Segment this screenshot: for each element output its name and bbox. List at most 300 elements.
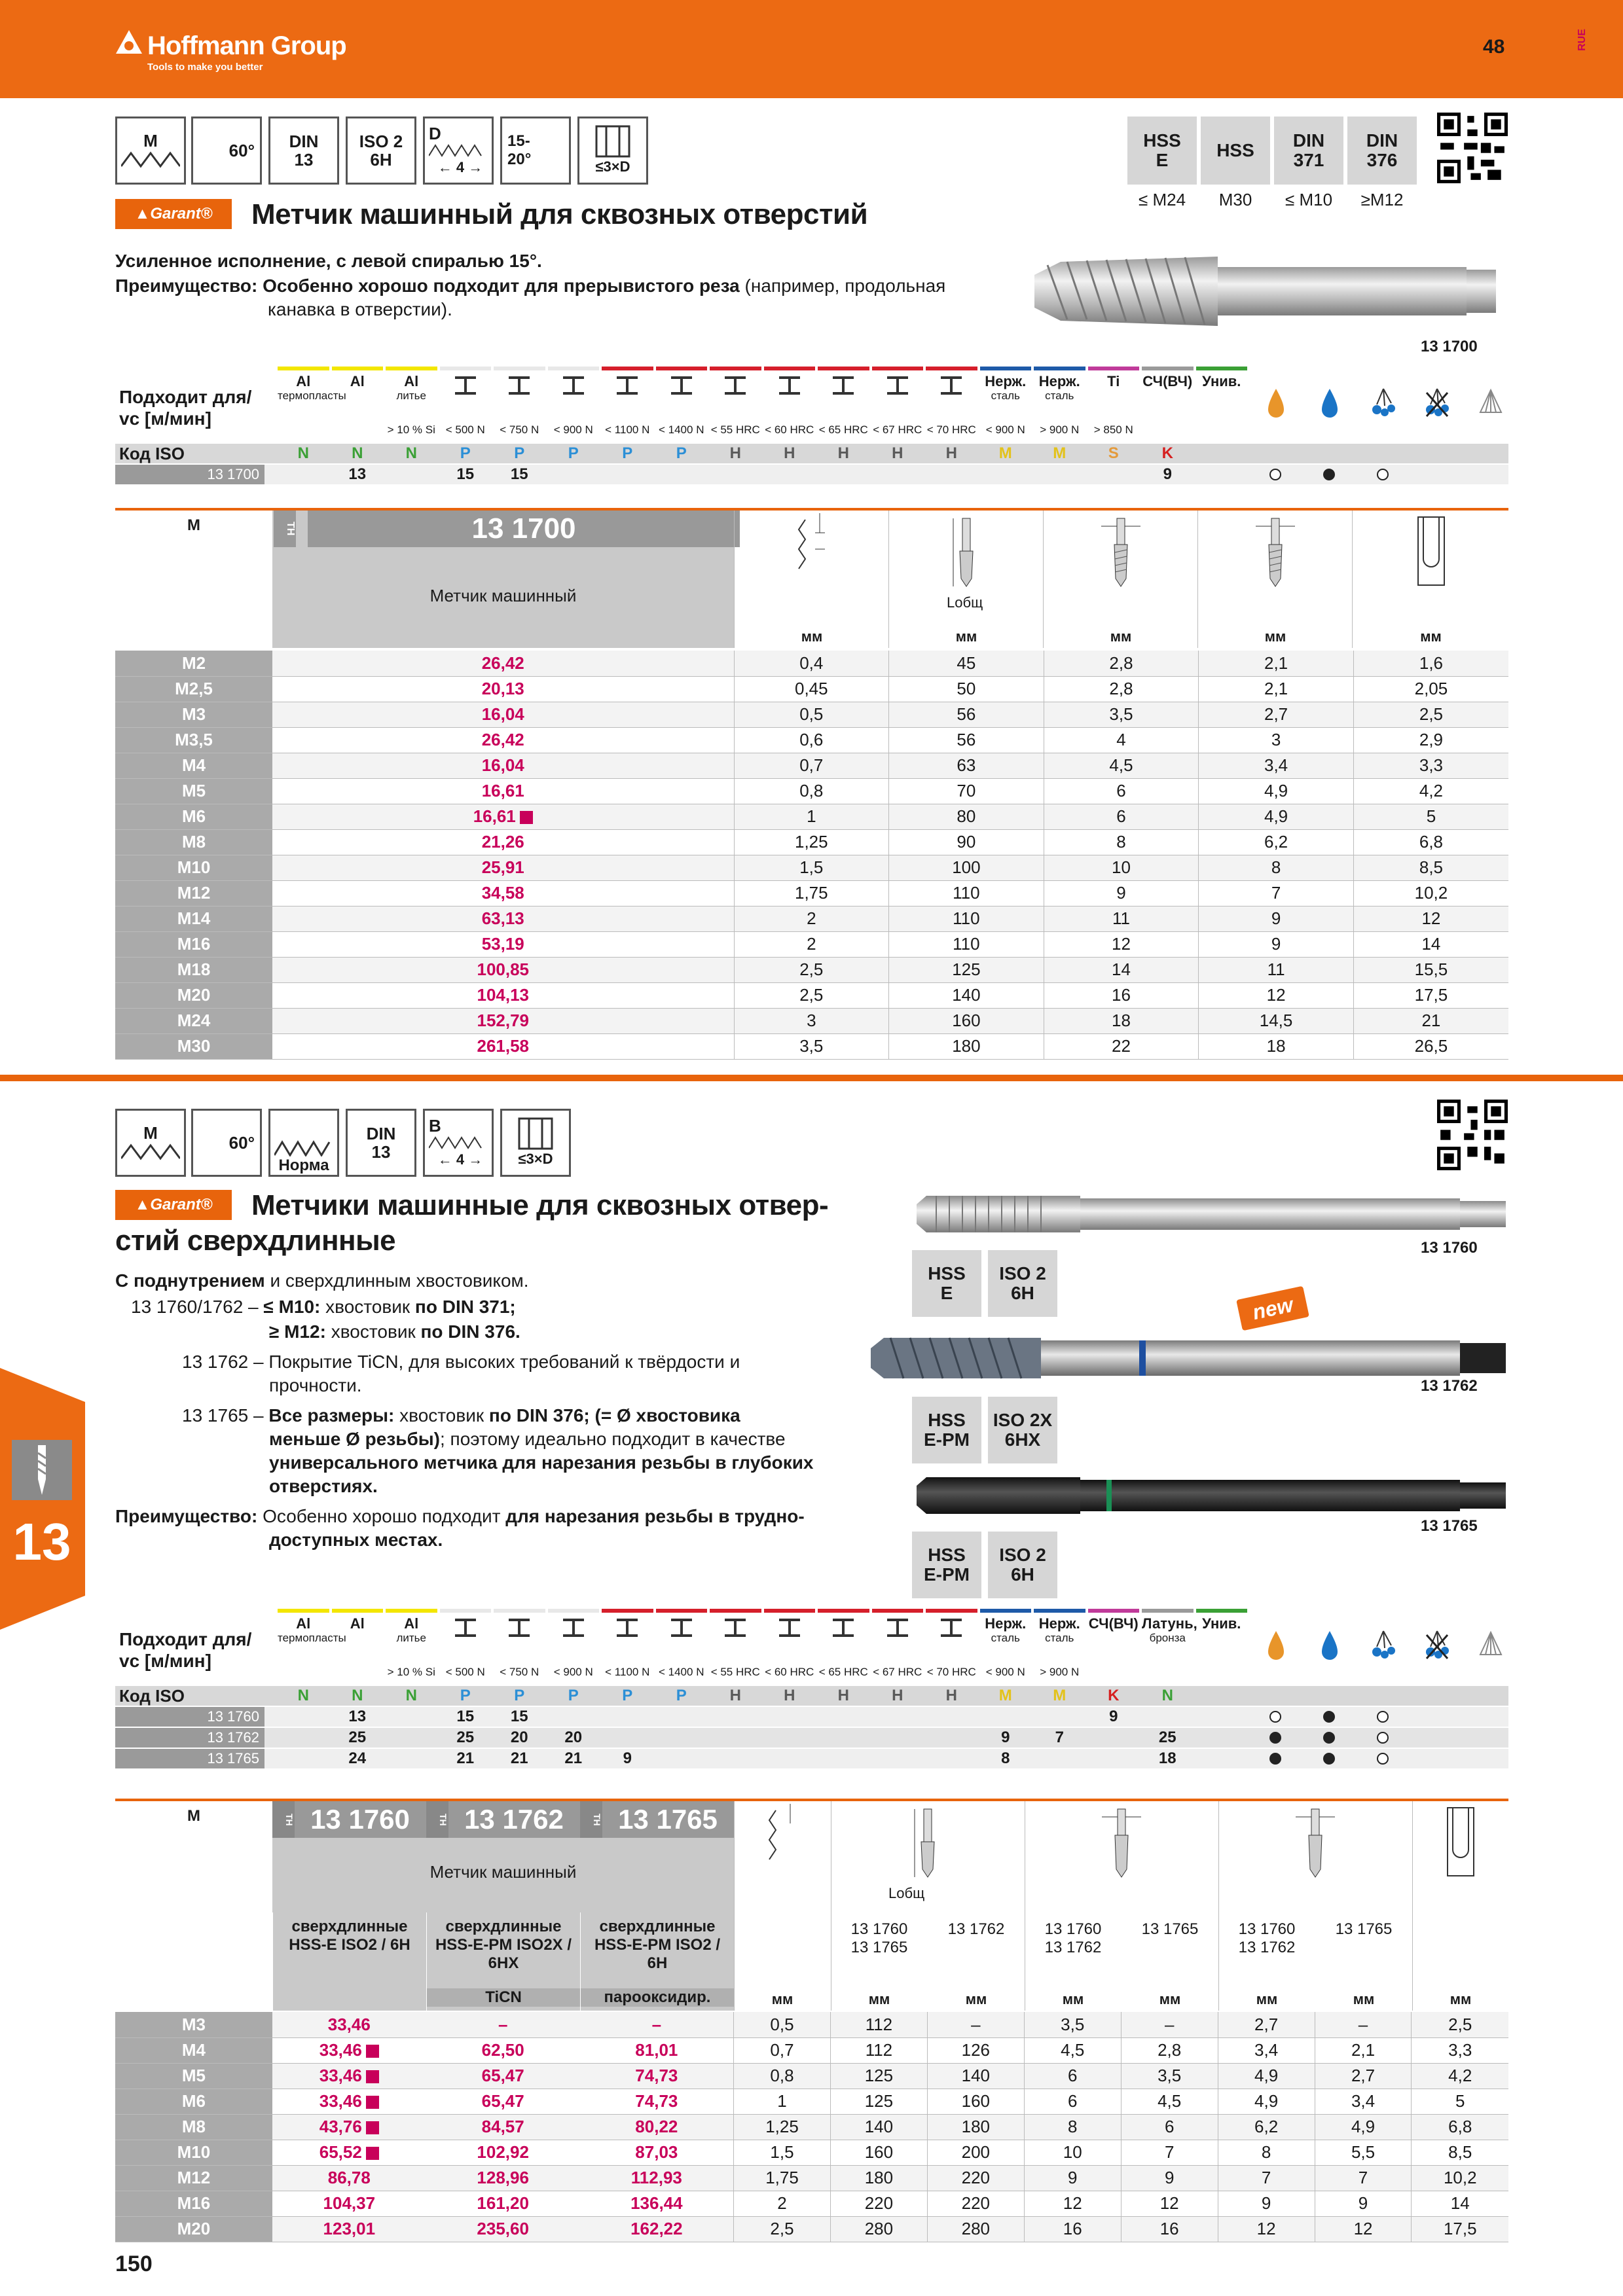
tap-tool-image-131765 (910, 1469, 1512, 1522)
grade-label: ≥M12 (1360, 190, 1404, 209)
material-strength: < 1100 N (605, 423, 650, 436)
dimension-cell: 1,5 (734, 2140, 831, 2165)
table-row (115, 753, 1508, 778)
iso-code: P (460, 1687, 471, 1704)
material-strength: < 750 N (500, 423, 539, 436)
steel-profile-icon (938, 1618, 964, 1638)
cutting-speed: 21 (510, 1749, 528, 1767)
dimension-cell: 1,75 (734, 880, 889, 906)
iso-code: H (784, 444, 795, 462)
material-strength: < 750 N (500, 1666, 539, 1678)
material-column-header (1142, 374, 1194, 440)
chamfer-b-icon: B ← 4 → (423, 1109, 494, 1177)
dimension-cell: 160 (830, 2140, 927, 2165)
metric-thread-icon: M (115, 117, 186, 185)
dimension-cell: 140 (927, 2063, 1024, 2089)
price-cell: 136,44 (580, 2191, 734, 2216)
dimension-cell: 11 (1044, 906, 1199, 931)
material-column-header (1196, 374, 1248, 440)
variant-header (426, 1912, 580, 2011)
description-line: 13 1765 – Все размеры: хвостовик по DIN 376; (= Ø хвостовика (182, 1405, 740, 1426)
column-divider (1218, 1801, 1219, 2011)
material-name: Al (296, 1615, 311, 1632)
article-number: 13 1760 (310, 1804, 410, 1835)
column-divider (1412, 1801, 1413, 2011)
material-name: Латунь, (1142, 1615, 1197, 1632)
material-column-header (818, 374, 869, 440)
material-strength: < 65 HRC (818, 1666, 868, 1678)
iso-code: K (1108, 1687, 1120, 1704)
dimension-cell: 2 (734, 906, 889, 931)
iso-code: H (892, 444, 903, 462)
dry-icon (1478, 386, 1504, 419)
dimension-cell: 8 (1044, 829, 1199, 855)
dimension-cell: 26,5 (1353, 1033, 1508, 1059)
dimension-cell: – (1121, 2012, 1218, 2037)
iso-code: H (945, 444, 957, 462)
brand-name: Hoffmann Group (147, 31, 346, 60)
dimension-cell: 10,2 (1353, 880, 1508, 906)
spray-icon (1370, 1628, 1396, 1661)
dimension-cell: 9 (1199, 906, 1354, 931)
size-cell: M20 (115, 982, 272, 1008)
dimension-cell: 200 (927, 2140, 1024, 2165)
material-sub: бронза (1149, 1632, 1186, 1644)
iso2-6h-icon: ISO 2 6H (346, 117, 416, 185)
material-name: Al (404, 1615, 419, 1632)
total-dimension-icon (934, 513, 999, 592)
cutting-speed: 15 (456, 465, 475, 483)
dimension-cell: 4,9 (1199, 804, 1354, 829)
dimension-cell: 110 (889, 906, 1044, 931)
oil-drop-icon (1263, 386, 1289, 419)
unit-label: мм (1420, 628, 1442, 645)
steel-profile-icon (506, 1618, 532, 1638)
steel-profile-icon (722, 376, 748, 395)
material-strength: > 10 % Si (387, 423, 435, 436)
material-strength: < 900 N (553, 1666, 593, 1678)
price-cell: 65,47 (426, 2063, 580, 2089)
table-subtitle: Метчик машинный (429, 1862, 577, 1882)
row-article-label: 13 1760 (115, 1707, 264, 1727)
iso-code: N (405, 1687, 417, 1704)
filled-circle-icon (1323, 1753, 1335, 1765)
dimension-cell: 14 (1412, 2191, 1508, 2216)
material-strength: > 900 N (1040, 1666, 1080, 1678)
cutting-speed: 8 (1001, 1749, 1010, 1767)
garant-logo: ▲ Garant ® (115, 1190, 232, 1220)
advantage-text-cont: доступных местах. (269, 1530, 443, 1550)
material-column-header (656, 374, 708, 440)
dimension-cell: 16 (1121, 2216, 1218, 2242)
material-sub: термопласты (278, 1632, 346, 1644)
iso-code: M (998, 1687, 1012, 1704)
metric-thread-icon: M (115, 1109, 186, 1177)
material-name: Al (350, 1615, 365, 1632)
price-cell: 21,26 (272, 829, 734, 855)
cutting-speed: 7 (1055, 1729, 1064, 1746)
variant-line: HSS-E-PM ISO2X / (435, 1936, 572, 1954)
dimension-cell: 9 (1199, 931, 1354, 957)
open-circle-icon (1377, 1732, 1389, 1744)
cutting-speed: 15 (456, 1708, 475, 1725)
size-cell: M30 (115, 1033, 272, 1059)
dimension-cell: 112 (830, 2037, 927, 2063)
dimension-cell: 80 (889, 804, 1044, 829)
tap1-dimension-icon (1088, 513, 1154, 592)
suitability-table (115, 1609, 1508, 1785)
material-strength: < 500 N (445, 1666, 485, 1678)
description-line: меньше Ø резьбы); поэтому идеально подходит в качестве (269, 1429, 786, 1449)
dimension-column (888, 511, 1043, 648)
grade-label: M30 (1218, 190, 1252, 209)
grade-badge: ISO 2X 6HX (988, 1397, 1057, 1463)
material-column-header (872, 374, 924, 440)
dimension-cell: 125 (889, 957, 1044, 982)
dimension-cell: 70 (889, 778, 1044, 804)
material-name: Нерж. (1038, 373, 1080, 389)
spiral-angle-icon: 15- 20° (500, 117, 571, 185)
tap1-dimension-icon (1089, 1804, 1154, 1882)
column-code: 13 1765 (850, 1939, 908, 1956)
dimension-cell: 0,7 (734, 2037, 831, 2063)
cutting-speed: 9 (1001, 1729, 1010, 1746)
dimension-cell: 2,8 (1044, 676, 1199, 702)
hole-dimension-icon (1398, 513, 1464, 592)
material-color-bar (764, 1609, 816, 1613)
unit-label: мм (1264, 628, 1286, 645)
material-color-bar (386, 1609, 437, 1613)
dimension-cell: 3,4 (1315, 2089, 1412, 2114)
material-strength: < 67 HRC (873, 1666, 922, 1678)
dimension-cell: 126 (927, 2037, 1024, 2063)
price-cell: 43,76 (272, 2114, 426, 2140)
dimension-cell: 16 (1044, 982, 1199, 1008)
price-cell: 80,22 (580, 2114, 734, 2140)
price-cell: 123,01 (272, 2216, 426, 2242)
size-cell: M2,5 (115, 676, 272, 702)
size-cell: M5 (115, 2063, 272, 2089)
dimension-cell: 180 (889, 1033, 1044, 1059)
description-line: отверстиях. (269, 1476, 378, 1496)
cutting-speed: 20 (564, 1729, 583, 1746)
article-number: 13 1765 (618, 1804, 718, 1835)
tool-caption: 13 1700 (1421, 338, 1478, 355)
dimension-cell: 0,8 (734, 778, 889, 804)
size-cell: M20 (115, 2216, 272, 2242)
description-line: 13 1760/1762 – ≤ M10: хвостовик по DIN 371; (131, 1297, 516, 1317)
material-strength: < 1100 N (605, 1666, 650, 1678)
total-dimension-icon (895, 1804, 960, 1882)
description-line: ≥ M12: хвостовик по DIN 376. (269, 1321, 520, 1342)
cutting-speed: 9 (623, 1749, 632, 1767)
chamfer-d-icon: D ← 4 → (423, 117, 494, 185)
cutting-speed: 25 (1158, 1729, 1176, 1746)
size-cell: M16 (115, 931, 272, 957)
dimension-cell: 280 (830, 2216, 927, 2242)
drill-icon (12, 1440, 72, 1500)
suitability-label: Подходит для/ (119, 387, 252, 407)
price-cell: 16,61 (272, 778, 734, 804)
iso-code: H (892, 1687, 903, 1704)
thread-angle-icon: 60° (191, 1109, 262, 1177)
column-codes (1315, 1920, 1412, 1939)
table-row (115, 727, 1508, 753)
qr-code-icon[interactable] (1437, 1100, 1508, 1170)
material-sub: сталь (991, 1632, 1020, 1644)
dimension-cell: 3,4 (1218, 2037, 1315, 2063)
material-column-header (548, 374, 600, 440)
variant-line: 6H (647, 1954, 668, 1972)
material-strength: < 65 HRC (818, 423, 868, 436)
suitability-row (115, 465, 1508, 484)
dimension-cell: 2,1 (1199, 651, 1354, 676)
cell (722, 1618, 748, 1640)
dimension-cell: 45 (889, 651, 1044, 676)
cell (614, 1618, 640, 1640)
product-description: Усиленное исполнение, с левой спиралью 15°. (115, 251, 542, 271)
material-color-bar (1034, 1609, 1085, 1613)
dimension-cell: 3,3 (1412, 2037, 1508, 2063)
dry-icon (1478, 1628, 1504, 1661)
dimension-cell: 1,75 (734, 2165, 831, 2191)
cell (668, 376, 695, 398)
dimension-cell: 11 (1199, 957, 1354, 982)
column-code: 13 1760 (850, 1920, 908, 1938)
material-color-bar (548, 367, 600, 370)
filled-circle-icon (1269, 1732, 1281, 1744)
price-cell: 86,78 (272, 2165, 426, 2191)
dimension-cell: 9 (1024, 2165, 1121, 2191)
dimension-cell: 12 (1218, 2216, 1315, 2242)
iso-code: P (568, 444, 579, 462)
material-strength: < 55 HRC (710, 1666, 760, 1678)
new-item-marker-icon (520, 811, 533, 824)
dimension-cell: 6,2 (1199, 829, 1354, 855)
cutting-speed: 24 (348, 1749, 367, 1767)
dimension-cell: 180 (927, 2114, 1024, 2140)
dimension-cell: 4,9 (1315, 2114, 1412, 2140)
price-cell: 34,58 (272, 880, 734, 906)
material-column-header (980, 1617, 1032, 1682)
row-article-label: 13 1765 (115, 1749, 264, 1768)
column-code: 13 1765 (1335, 1920, 1393, 1938)
table-row (115, 2012, 1508, 2037)
material-strength: < 60 HRC (765, 1666, 814, 1678)
water-drop-icon (1317, 386, 1343, 419)
cutting-speed: 21 (456, 1749, 475, 1767)
dimension-column (1197, 511, 1352, 648)
table-row (115, 2089, 1508, 2114)
description-line: прочности. (269, 1375, 362, 1395)
table-row (115, 2063, 1508, 2089)
row-article-label: 13 1762 (115, 1728, 264, 1748)
dimension-cell: 1,6 (1353, 651, 1508, 676)
material-color-bar (494, 367, 545, 370)
price-cell: 26,42 (272, 651, 734, 676)
iso-code: N (405, 444, 417, 462)
dimension-cell: 1 (734, 2089, 831, 2114)
size-cell: M10 (115, 2140, 272, 2165)
material-color-bar (872, 367, 924, 370)
table-row (115, 1008, 1508, 1033)
cell (938, 376, 964, 398)
steel-profile-icon (560, 1618, 587, 1638)
dimension-cell: 16 (1024, 2216, 1121, 2242)
dimension-cell: 7 (1218, 2165, 1315, 2191)
row-article-label: 13 1700 (115, 465, 264, 484)
chapter-number: 13 (12, 1513, 71, 1571)
coating-label: пароoксидир. (581, 1988, 734, 2007)
material-name: Нерж. (985, 1615, 1027, 1632)
cutting-speed: 25 (456, 1729, 475, 1746)
grade-label: ≤ M24 (1138, 190, 1186, 209)
thread-type-label: TH (426, 1801, 448, 1838)
material-name: Унив. (1202, 373, 1241, 389)
iso-code: H (837, 1687, 849, 1704)
thread-type-label: TH (274, 511, 296, 547)
material-column-header (818, 1617, 869, 1682)
unit-label: мм (965, 1991, 987, 2007)
steel-profile-icon (884, 1618, 911, 1638)
dimension-cell: 140 (830, 2114, 927, 2140)
steel-profile-icon (452, 1618, 479, 1638)
unit-label: мм (1110, 628, 1132, 645)
column-codes (1025, 1920, 1122, 1957)
filled-circle-icon (1269, 1753, 1281, 1765)
dimension-cell: 220 (830, 2191, 927, 2216)
price-cell: 104,37 (272, 2191, 426, 2216)
page-number: 48 (1483, 36, 1505, 58)
filled-circle-icon (1323, 469, 1335, 480)
material-strength: < 500 N (445, 423, 485, 436)
price-cell: 65,47 (426, 2089, 580, 2114)
material-name: СЧ(ВЧ) (1142, 373, 1193, 389)
dimension-cell: 18 (1199, 1033, 1354, 1059)
thread-type-label: TH (272, 1801, 295, 1838)
hoffmann-logo-icon (115, 27, 143, 56)
price-cell: 62,50 (426, 2037, 580, 2063)
dimension-cell: 140 (889, 982, 1044, 1008)
material-name: Al (296, 373, 311, 389)
article-number: 13 1700 (308, 511, 740, 547)
dimension-cell: 6,2 (1218, 2114, 1315, 2140)
material-strength: < 70 HRC (926, 423, 976, 436)
iso-code: M (1053, 1687, 1067, 1704)
cell (830, 1618, 856, 1640)
cell (722, 376, 748, 398)
suitability-label: vc [м/мин] (119, 1651, 211, 1671)
cutting-speed: 25 (348, 1729, 367, 1746)
total-length-label: Lобщ (947, 594, 983, 611)
size-cell: M3,5 (115, 727, 272, 753)
material-color-bar (548, 1609, 600, 1613)
column-code: 13 1762 (1044, 1939, 1102, 1956)
material-column-header (278, 1615, 346, 1682)
price-cell: 33,46 (272, 2089, 426, 2114)
dimension-cell: 160 (889, 1008, 1044, 1033)
qr-code-icon[interactable] (1437, 113, 1508, 183)
material-strength: < 1400 N (659, 1666, 704, 1678)
dimension-column (1352, 511, 1508, 648)
product-title-cont: стий сверхдлинные (115, 1225, 396, 1257)
dimension-cell: 3,3 (1353, 753, 1508, 778)
material-name: Ti (1107, 373, 1120, 389)
iso-code: P (514, 1687, 525, 1704)
new-item-marker-icon (366, 2070, 379, 2083)
column-codes (1122, 1920, 1218, 1939)
dimension-cell: 7 (1315, 2165, 1412, 2191)
dimension-cell: 3,5 (1024, 2012, 1121, 2037)
dimension-cell: 12 (1315, 2216, 1412, 2242)
material-color-bar (1034, 367, 1085, 370)
new-item-marker-icon (366, 2045, 379, 2058)
price-cell: 261,58 (272, 1033, 734, 1059)
table-row (115, 651, 1508, 676)
dimension-cell: 6 (1024, 2089, 1121, 2114)
tool-caption: 13 1765 (1421, 1517, 1478, 1535)
table-row (115, 2165, 1508, 2191)
grade-label: ≤ M10 (1285, 190, 1333, 209)
material-color-bar (710, 367, 761, 370)
price-cell: 63,13 (272, 906, 734, 931)
advantage-text: Преимущество: Особенно хорошо подходит для нарезания резьбы в трудно- (115, 1506, 805, 1526)
price-cell: 65,52 (272, 2140, 426, 2165)
steel-profile-icon (560, 376, 587, 395)
material-column-header (656, 1617, 708, 1682)
spray-icon (1370, 386, 1396, 419)
table-row (115, 855, 1508, 880)
cell (938, 1618, 964, 1640)
dimension-cell: 2,5 (734, 2216, 831, 2242)
material-column-header (386, 1617, 437, 1682)
dimension-cell: 21 (1353, 1008, 1508, 1033)
dimension-cell: 1,25 (734, 2114, 831, 2140)
cutting-speed: 20 (510, 1729, 528, 1746)
grade-badge: ISO 2 6H (988, 1250, 1057, 1317)
unit-label: мм (1256, 1991, 1278, 2007)
material-column-header (1034, 374, 1085, 440)
material-name: Унив. (1202, 1615, 1241, 1632)
unit-label: мм (1450, 1991, 1472, 2007)
dimension-cell: 2,7 (1199, 702, 1354, 727)
material-column-header (1034, 1617, 1085, 1682)
iso-code: N (1161, 1687, 1173, 1704)
steel-profile-icon (614, 1618, 640, 1638)
price-cell: 84,57 (426, 2114, 580, 2140)
column-codes (1218, 1920, 1315, 1957)
material-column-header (332, 1617, 384, 1682)
material-color-bar (602, 367, 653, 370)
material-name: Нерж. (1038, 1615, 1080, 1632)
material-strength: < 60 HRC (765, 423, 814, 436)
dimension-cell: 10 (1044, 855, 1199, 880)
variant-line: сверхдлинные (599, 1918, 716, 1935)
table-row (115, 829, 1508, 855)
dimension-diagrams (734, 511, 1508, 648)
tap-tool-image-131762 (864, 1329, 1512, 1388)
dimension-cell: 2,8 (1121, 2037, 1218, 2063)
size-cell: M10 (115, 855, 272, 880)
dimension-cell: 0,45 (734, 676, 889, 702)
dimension-cell: 63 (889, 753, 1044, 778)
dimension-cell: 90 (889, 829, 1044, 855)
material-color-bar (278, 1609, 329, 1613)
material-name: СЧ(ВЧ) (1088, 1615, 1139, 1632)
cell (506, 1618, 532, 1640)
material-color-bar (980, 1609, 1032, 1613)
advantage-text-cont: канавка в отверстии). (268, 299, 452, 319)
